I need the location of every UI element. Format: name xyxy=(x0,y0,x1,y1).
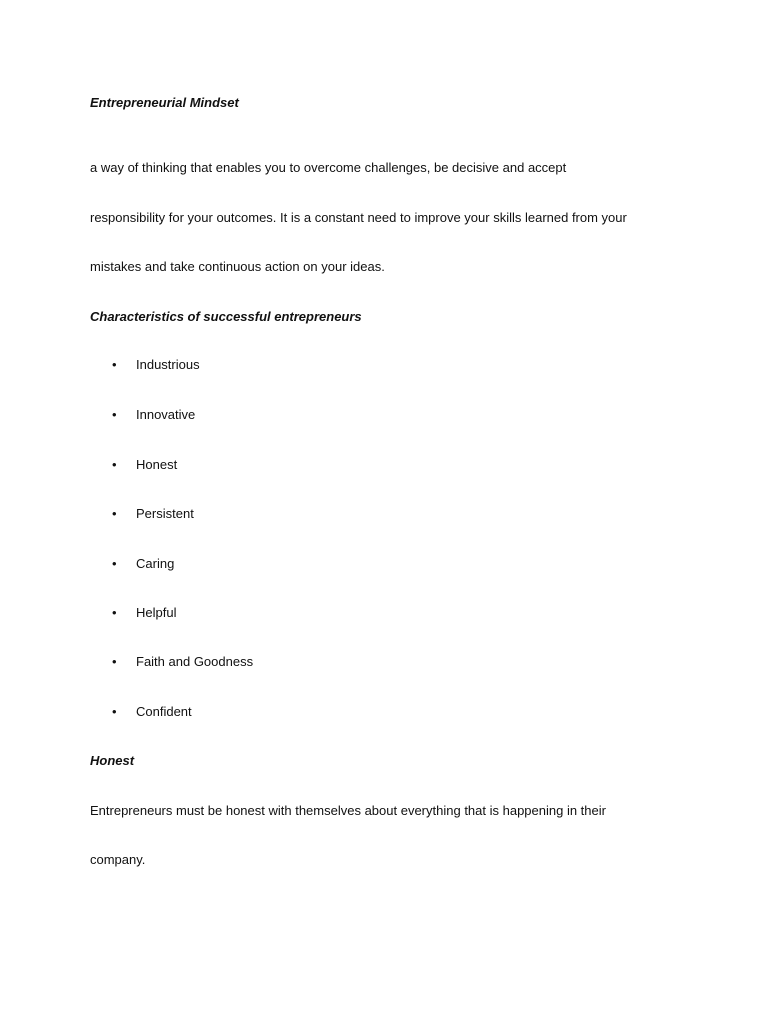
bullet-icon: • xyxy=(112,457,117,472)
list-item-text: Innovative xyxy=(136,407,196,422)
list-item-text: Honest xyxy=(136,457,178,472)
honest-line-2: company. xyxy=(90,852,146,867)
list-item xyxy=(112,704,192,720)
list-item-text: Helpful xyxy=(136,605,177,620)
bullet-icon: • xyxy=(112,654,117,669)
bullet-icon: • xyxy=(112,506,117,521)
list-item xyxy=(112,357,200,373)
list-item-text: Persistent xyxy=(136,506,194,521)
bullet-icon: • xyxy=(112,407,117,422)
definition-line-1: a way of thinking that enables you to overcome challenges, be decisive and accept xyxy=(90,160,567,175)
list-item xyxy=(112,556,174,572)
list-item-text: Faith and Goodness xyxy=(136,654,254,669)
bullet-icon: • xyxy=(112,556,117,571)
bullet-icon: • xyxy=(112,704,117,719)
list-item-text: Caring xyxy=(136,556,175,571)
bullet-icon: • xyxy=(112,605,117,620)
list-item-text: Industrious xyxy=(136,357,200,372)
list-item xyxy=(112,506,194,522)
list-item-text: Confident xyxy=(136,704,192,719)
list-item xyxy=(112,457,177,473)
list-item xyxy=(112,407,195,423)
document-title: Entrepreneurial Mindset xyxy=(90,95,239,110)
honest-heading: Honest xyxy=(90,753,135,768)
honest-line-1: Entrepreneurs must be honest with themselves about everything that is happening in their xyxy=(90,803,606,818)
bullet-icon: • xyxy=(112,357,117,372)
definition-line-2: responsibility for your outcomes. It is a constant need to improve your skills learned from your xyxy=(90,210,627,225)
characteristics-heading: Characteristics of successful entrepreneurs xyxy=(90,309,362,324)
list-item xyxy=(112,605,176,621)
definition-line-3: mistakes and take continuous action on your ideas. xyxy=(90,259,385,274)
list-item xyxy=(112,654,253,670)
